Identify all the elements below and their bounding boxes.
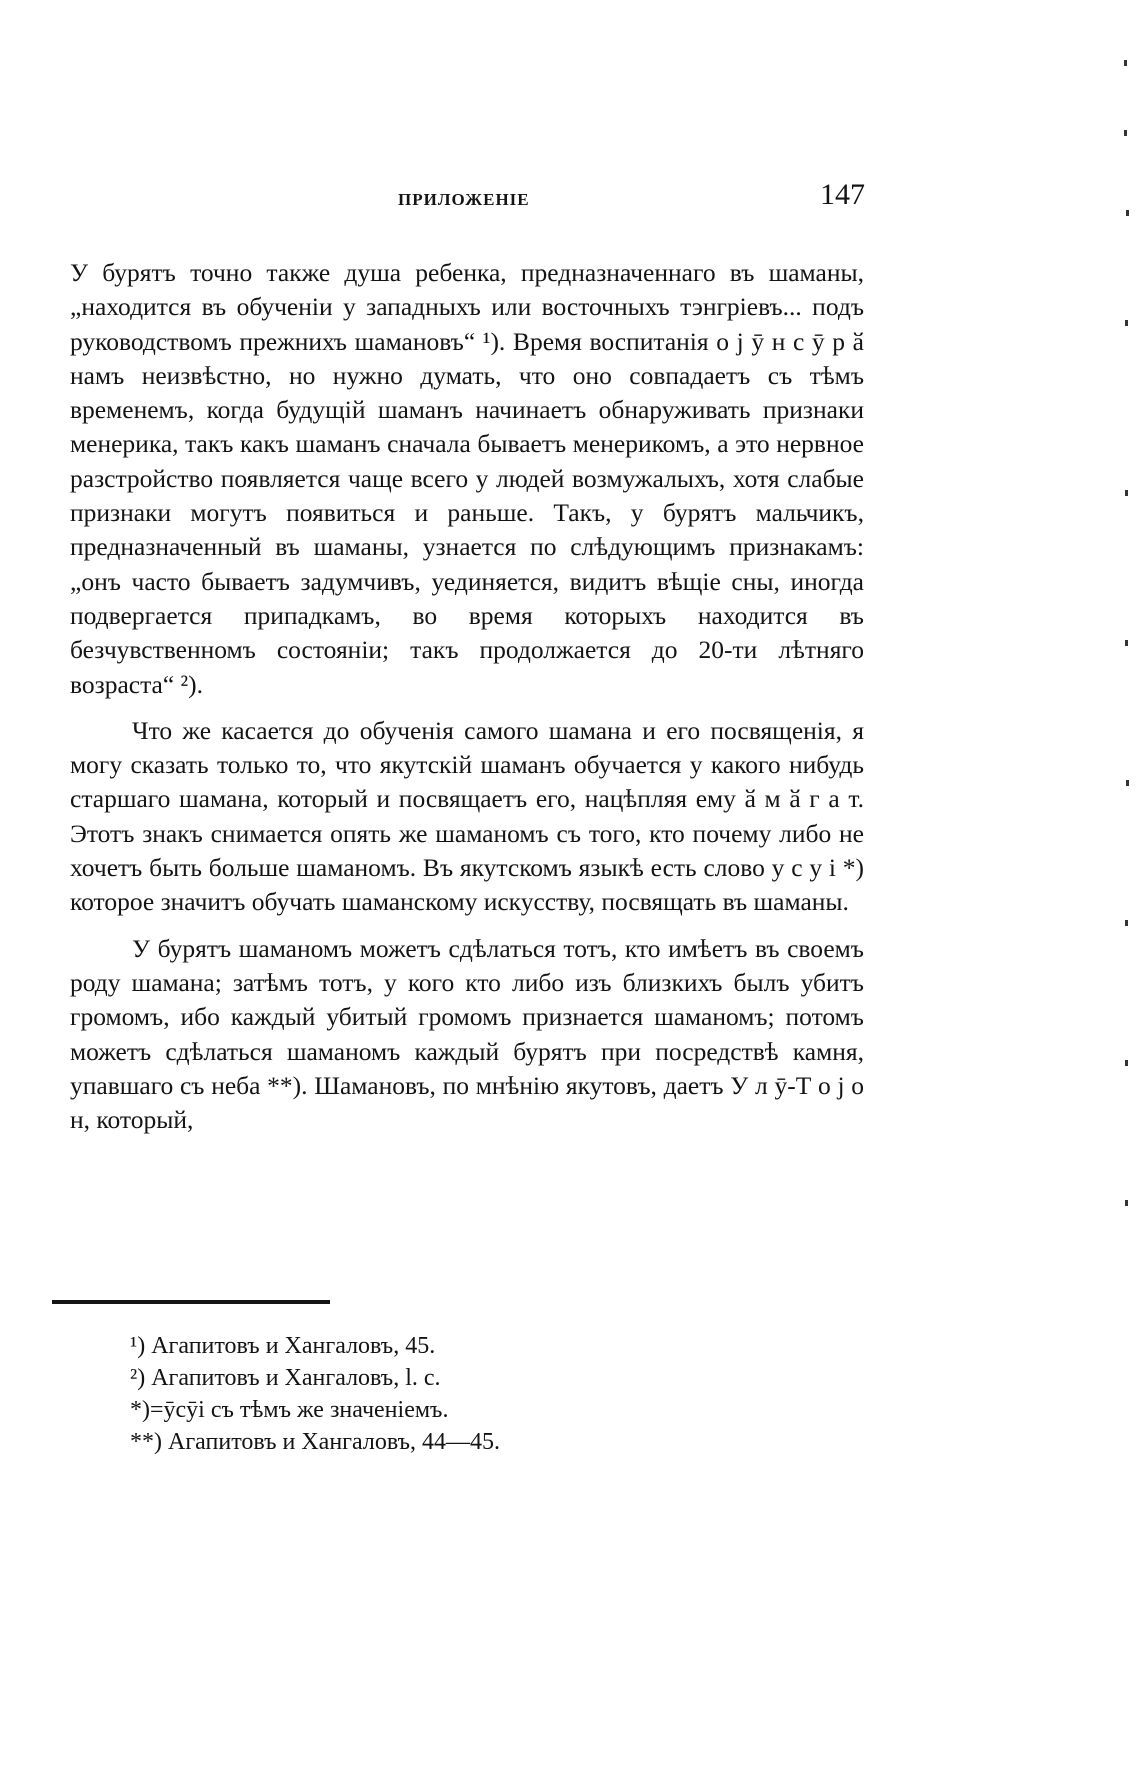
scan-mark xyxy=(1124,130,1127,136)
running-head: ПРИЛОЖЕНІЕ xyxy=(398,190,530,209)
paragraph-2: Что же касается до обученія самого шамана и его посвященія, я могу сказать только то, что якутскій шаманъ обучается у какого нибудь старшаго шамана, который и посвящаетъ его, нацѣпляя ему ӑ м ӑ г а т. Этотъ знакъ снимается опять же шаманомъ съ того, кто почему либо не хочетъ быть больше шаманомъ. Въ якутскомъ языкѣ есть слово у с у і *) которое значитъ обучать шаманскому искусству, посвящать въ шаманы. xyxy=(70,715,864,917)
footnote-1: ¹) Агапитовъ и Хангаловъ, 45. xyxy=(130,1333,436,1359)
scan-mark xyxy=(1125,320,1128,326)
footnote-4: **) Агапитовъ и Хангаловъ, 44—45. xyxy=(130,1429,501,1455)
paragraph-3: У бурятъ шаманомъ можетъ сдѣлаться тотъ, кто имѣетъ въ своемъ роду шамана; затѣмъ тотъ, у кого кто либо изъ близкихъ былъ убитъ громомъ, ибо каждый убитый громомъ признается шаманомъ; потомъ можетъ сдѣлаться шаманомъ каждый бурятъ при посредствѣ камня, упавшаго съ неба **). Шамановъ, по мнѣнію якутовъ, даетъ У л ӯ-Т о ј о н, который, xyxy=(70,933,864,1135)
footnote-3: *)=ӯсӯі съ тѣмъ же значеніемъ. xyxy=(130,1397,449,1423)
scan-mark xyxy=(1125,640,1128,646)
scan-mark xyxy=(1126,780,1129,786)
scan-mark xyxy=(1125,490,1128,496)
scan-mark xyxy=(1125,920,1128,926)
paragraph-1: У бурятъ точно также душа ребенка, предназначеннаго въ шаманы, „находится въ обученіи у западныхъ или восточныхъ тэнгріевъ... подъ руководствомъ прежнихъ шамановъ“ ¹). Время воспитанія о ј ӯ н с ӯ р ӑ намъ неизвѣстно, но нужно думать, что оно совпадаетъ съ тѣмъ временемъ, когда будущій шаманъ начинаетъ обнаруживать признаки менерика, такъ какъ шаманъ сначала бываетъ менерикомъ, а это нервное разстройство появляется чаще всего у людей возмужалыхъ, хотя слабые признаки могутъ появиться и раньше. Такъ, у бурятъ мальчикъ, предназначенный въ шаманы, узнается по слѣдующимъ признакамъ: „онъ часто бываетъ задумчивъ, уединяется, видитъ вѣщіе сны, иногда подвергается припадкамъ, во время которыхъ находится въ безчувственномъ состояніи; такъ продолжается до 20-ти лѣтняго возраста“ ²). xyxy=(70,258,864,699)
scan-mark xyxy=(1125,1060,1128,1066)
body-text xyxy=(70,256,864,1137)
scan-mark xyxy=(1125,1200,1128,1206)
scan-mark xyxy=(1124,60,1127,66)
footnote-rule xyxy=(52,1300,330,1304)
scan-mark xyxy=(1126,210,1129,216)
page-number: 147 xyxy=(820,178,865,211)
footnotes xyxy=(130,1330,850,1458)
footnote-2: ²) Агапитовъ и Хангаловъ, l. с. xyxy=(130,1365,441,1391)
page-header xyxy=(0,178,1140,218)
scan-margin-marks xyxy=(1110,20,1140,1320)
